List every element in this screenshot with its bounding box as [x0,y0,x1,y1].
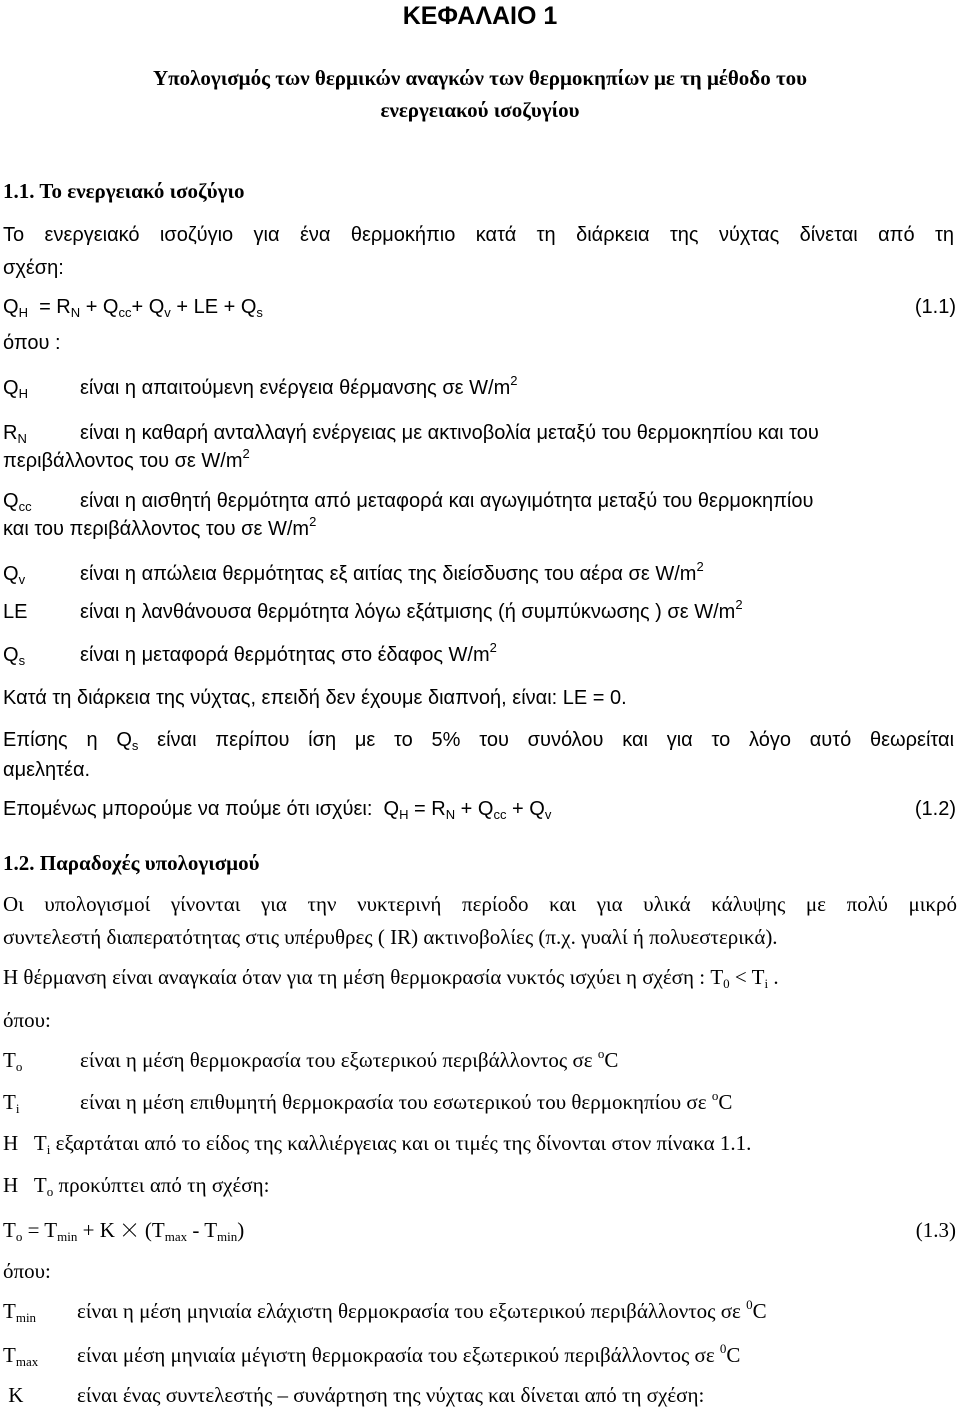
where-label-3: όπου: [3,1259,51,1283]
def-Qcc-line-2: και του περιβάλλοντος του σε $W/m^2$ [3,514,317,540]
def-LE: LE είναι η λανθάνουσα θερμότητα λόγω εξάτμισης (ή συμπύκνωσης ) σε $W/m^2$ [3,597,743,623]
def-Tmin: $T_{min}$ είναι η μέση μηνιαία ελάχιστη θερμοκρασία του εξωτερικού περιβάλλοντος σε $^0$C [3,1297,767,1325]
night-note: Κατά τη διάρκεια της νύχτας, επειδή δεν έχουμε διαπνοή, είναι: LE = 0. [3,687,627,709]
section-1-2-heading: 1.2. Παραδοχές υπολογισμού [3,851,260,875]
equation-1-2-number: (1.2) [914,798,956,820]
multiply-icon [123,1223,137,1237]
chapter-title: ΚΕΦΑΛΑΙΟ 1 [402,2,558,30]
def-To: $T_o$ είναι η μέση θερμοκρασία του εξωτερικού περιβάλλοντος σε $^o$C [3,1046,619,1074]
where-label-2: όπου: [3,1008,51,1032]
equation-1-1-number: (1.1) [914,296,956,318]
assumptions-line-2: συντελεστή διαπερατότητας στις υπέρυθρες ( IR) ακτινοβολίες (π.χ. γυαλί ή πολυεστερικά). [3,925,778,949]
def-RN: $R_N$ είναι η καθαρή ανταλλαγή ενέργειας με ακτινοβολία μεταξύ του θερμοκηπίου και του [3,422,819,446]
chapter-subtitle-line-1: Υπολογισμός των θερμικών αναγκών των θερμοκηπίων με τη μέθοδο του [152,66,808,90]
qs-note-line-1: Επίσης η $Q_s$ είναι περίπου ίση με το 5% του συνόλου και για το λόγο αυτό θεωρείται [3,729,955,753]
section-1-1-heading: 1.1. Το ενεργειακό ισοζύγιο [3,179,245,203]
def-Qs: $Q_s$ είναι η μεταφορά θερμότητας στο έδαφος $W/m^2$ [3,640,497,668]
def-RN-line-2: περιβάλλοντος του σε $W/m^2$ [3,446,250,472]
def-K: K είναι ένας συντελεστής – συνάρτηση της νύχτας και δίνεται από τη σχέση: [8,1383,705,1407]
heating-condition: Η θέρμανση είναι αναγκαία όταν για τη μέση θερμοκρασία νυκτός ισχύει η σχέση : $T_0 < T_i$ . [3,965,779,991]
assumptions-line-1: Οι υπολογισμοί γίνονται για την νυκτερινή περίοδο και για υλικά κάλυψης με πολύ μικρό [3,892,957,916]
equation-1-2: Επομένως μπορούμε να πούμε ότι ισχύει: $Q_H = R_N + Q_{cc} + Q_v$ [3,798,552,822]
def-Tmax: $T_{max}$ είναι μέση μηνιαία μέγιστη θερμοκρασία του εξωτερικού περιβάλλοντος σε $^0$C [3,1341,741,1369]
equation-1-3: $T_o = T_{min} + K$ $(T_{max} - T_{min})$ [3,1218,245,1244]
chapter-subtitle-line-2: ενεργειακού ισοζυγίου [380,98,580,122]
equation-1-3-number: (1.3) [915,1218,956,1242]
def-Qv: $Q_v$ είναι η απώλεια θερμότητας εξ αιτίας της διείσδυσης του αέρα σε $W/m^2$ [3,559,704,587]
def-QH: $Q_H$ είναι η απαιτούμενη ενέργεια θέρμανσης σε $W/m^2$ [3,373,518,401]
def-Ti: $T_i$ είναι η μέση επιθυμητή θερμοκρασία του εσωτερικού του θερμοκηπίου σε $^o$C [3,1088,733,1116]
where-label: όπου : [3,332,61,354]
intro-paragraph-line-2: σχέση: [3,257,64,279]
To-note: Η $T_o$ προκύπτει από τη σχέση: [3,1173,270,1199]
qs-note-line-2: αμελητέα. [3,759,91,781]
Ti-note: Η $T_i$ εξαρτάται από το είδος της καλλιέργειας και οι τιμές της δίνονται στον πίνακα 1.1. [3,1131,752,1157]
def-Qcc: $Q_{cc}$ είναι η αισθητή θερμότητα από μεταφορά και αγωγιμότητα μεταξύ του θερμοκηπίου [3,490,814,514]
equation-1-1: $Q_H = R_N + Q_{cc}+ Q_v$ + LE + $Q_s$ [3,296,263,320]
intro-paragraph-line-1: Το ενεργειακό ισοζύγιο για ένα θερμοκήπιο κατά τη διάρκεια της νύχτας δίνεται από τη [3,224,954,246]
